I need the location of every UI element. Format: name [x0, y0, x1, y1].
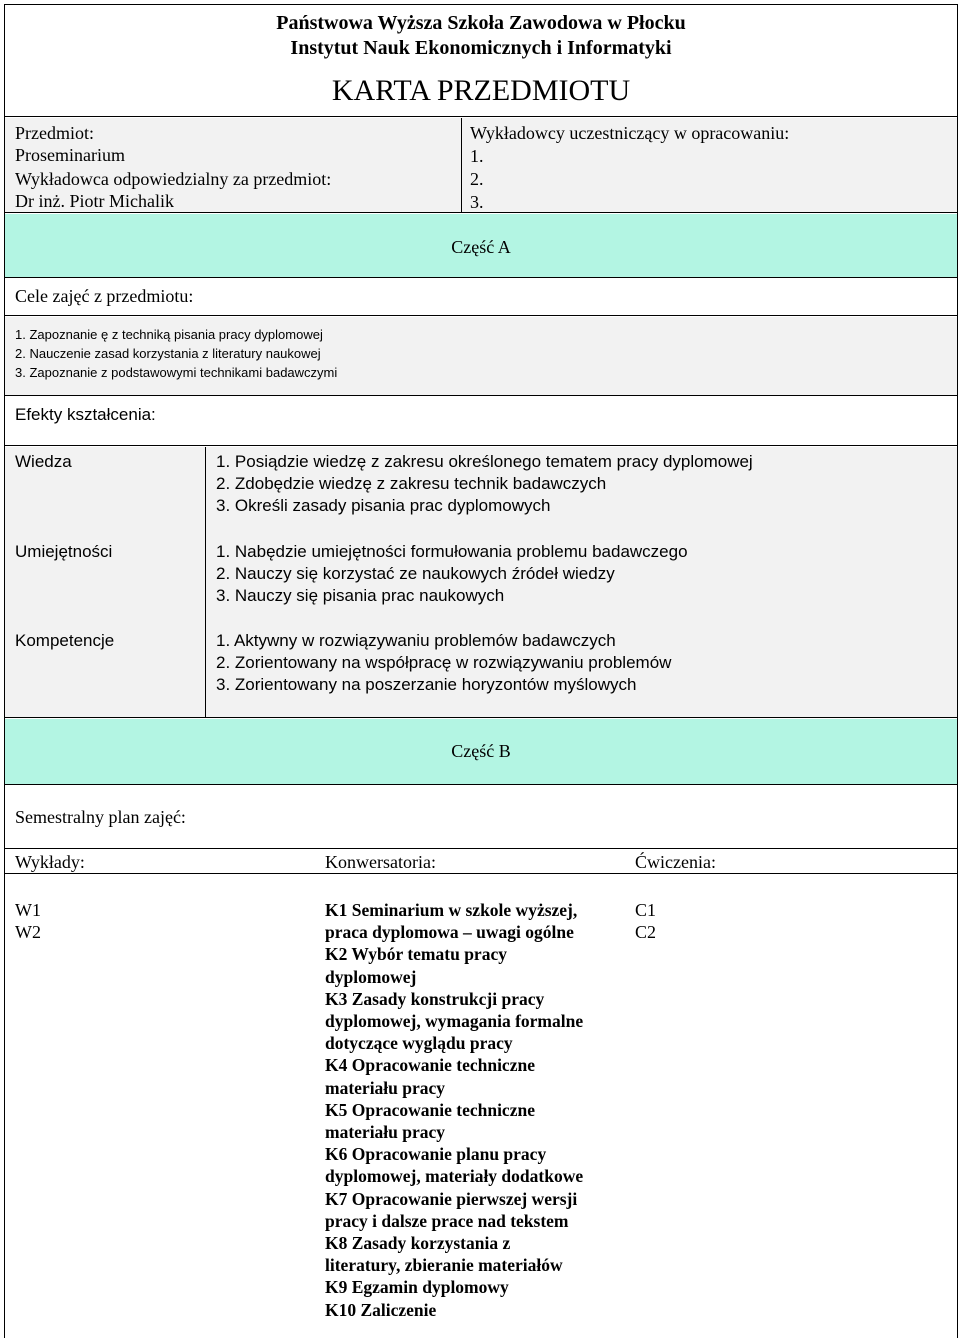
effect-item: 1. Nabędzie umiejętności formułowania problemu badawczego: [216, 542, 688, 561]
part-b-banner: [5, 719, 957, 785]
part-a-label: Część A: [451, 237, 511, 257]
column-exercises: Ćwiczenia:: [635, 852, 716, 872]
document-header: [5, 5, 957, 117]
part-b-label: Część B: [451, 741, 511, 761]
course-card: [4, 4, 958, 1338]
conversation-line: K3 Zasady konstrukcji pracy: [325, 988, 545, 1009]
column-conversations: Konwersatoria:: [325, 852, 436, 872]
conversation-line: K6 Opracowanie planu pracy: [325, 1144, 547, 1165]
participants-label: Wykładowcy uczestniczący w opracowaniu:: [470, 123, 790, 143]
effect-category-knowledge: Wiedza: [15, 452, 72, 471]
goals-header: [5, 279, 957, 316]
conversation-line: K10 Zaliczenie: [325, 1299, 437, 1320]
participant-1: 1.: [470, 146, 484, 166]
effect-item: 3. Określi zasady pisania prac dyplomowych: [216, 496, 551, 515]
effect-item: 1. Aktywny w rozwiązywaniu problemów badawczych: [216, 631, 616, 650]
conversation-line: K5 Opracowanie techniczne: [325, 1099, 535, 1120]
effect-item: 3. Zorientowany na poszerzanie horyzontów myślowych: [216, 675, 637, 694]
lectures-list: [15, 899, 41, 943]
conversation-line: dyplomowej: [325, 966, 417, 987]
subject-label: Przedmiot:: [15, 123, 94, 143]
conversations-list: [325, 899, 583, 1321]
plan-header: [5, 786, 957, 849]
conversation-line: literatury, zbieranie materiałów: [325, 1255, 563, 1276]
part-a-banner: [5, 214, 957, 278]
conversation-line: K1 Seminarium w szkole wyższej,: [325, 900, 578, 920]
conversation-line: K4 Opracowanie techniczne: [325, 1055, 535, 1076]
effect-category-skills: Umiejętności: [15, 542, 113, 561]
lecturer-value: Dr inż. Piotr Michalik: [15, 191, 174, 211]
effect-item: 2. Zorientowany na współpracę w rozwiązywaniu problemów: [216, 653, 672, 672]
conversation-line: materiału pracy: [325, 1077, 446, 1098]
effects-label: Efekty kształcenia:: [15, 405, 156, 424]
conversation-line: dyplomowej, wymagania formalne: [325, 1011, 584, 1032]
plan-body: [5, 875, 957, 1339]
exercises-list: [635, 899, 656, 943]
participant-2: 2.: [470, 169, 484, 189]
effect-item: 1. Posiądzie wiedzę z zakresu określonego tematem pracy dyplomowej: [216, 452, 753, 471]
conversation-line: dotyczące wyglądu pracy: [325, 1033, 513, 1054]
conversation-line: K7 Opracowanie pierwszej wersji: [325, 1188, 578, 1209]
goal-item: 1. Zapoznanie ę z techniką pisania pracy dyplomowej: [15, 327, 323, 342]
conversation-line: K8 Zasady korzystania z: [325, 1233, 511, 1254]
effects-divider: [205, 447, 206, 717]
conversation-line: pracy i dalsze prace nad tekstem: [325, 1210, 569, 1231]
effects-header: [5, 397, 957, 446]
school-name: Państwowa Wyższa Szkoła Zawodowa w Płocku: [276, 12, 686, 34]
conversation-line: dyplomowej, materiały dodatkowe: [325, 1166, 584, 1187]
plan-label: Semestralny plan zajęć:: [15, 807, 186, 827]
goals-label: Cele zajęć z przedmiotu:: [15, 286, 194, 306]
effect-item: 3. Nauczy się pisania prac naukowych: [216, 586, 505, 605]
conversation-line: praca dyplomowa – uwagi ogólne: [325, 922, 574, 943]
exercise-item: C1: [635, 900, 657, 920]
participant-3: 3.: [470, 192, 484, 212]
effects-table: [5, 447, 957, 718]
goal-item: 2. Nauczenie zasad korzystania z literatury naukowej: [15, 346, 321, 361]
conversation-line: K9 Egzamin dyplomowy: [325, 1277, 509, 1298]
effect-item: 2. Nauczy się korzystać ze naukowych źródeł wiedzy: [216, 564, 615, 583]
institute-name: Instytut Nauk Ekonomicznych i Informatyki: [290, 37, 672, 59]
document-title: KARTA PRZEDMIOTU: [331, 74, 631, 107]
lecture-item: W1: [15, 900, 41, 920]
column-divider: [461, 118, 462, 212]
subject-value: Proseminarium: [15, 145, 125, 165]
lecturer-label: Wykładowca odpowiedzialny za przedmiot:: [15, 169, 332, 189]
subject-info: [5, 118, 957, 213]
effect-category-competences: Kompetencje: [15, 631, 115, 650]
conversation-line: K2 Wybór tematu pracy: [325, 944, 507, 965]
exercise-item: C2: [635, 922, 657, 942]
goal-item: 3. Zapoznanie z podstawowymi technikami badawczymi: [15, 365, 338, 380]
conversation-line: materiału pracy: [325, 1122, 446, 1143]
goals-list: [5, 317, 957, 396]
lecture-item: W2: [15, 922, 41, 942]
column-lectures: Wykłady:: [15, 852, 85, 872]
effect-item: 2. Zdobędzie wiedzę z zakresu technik badawczych: [216, 474, 607, 493]
plan-columns: [5, 850, 957, 874]
